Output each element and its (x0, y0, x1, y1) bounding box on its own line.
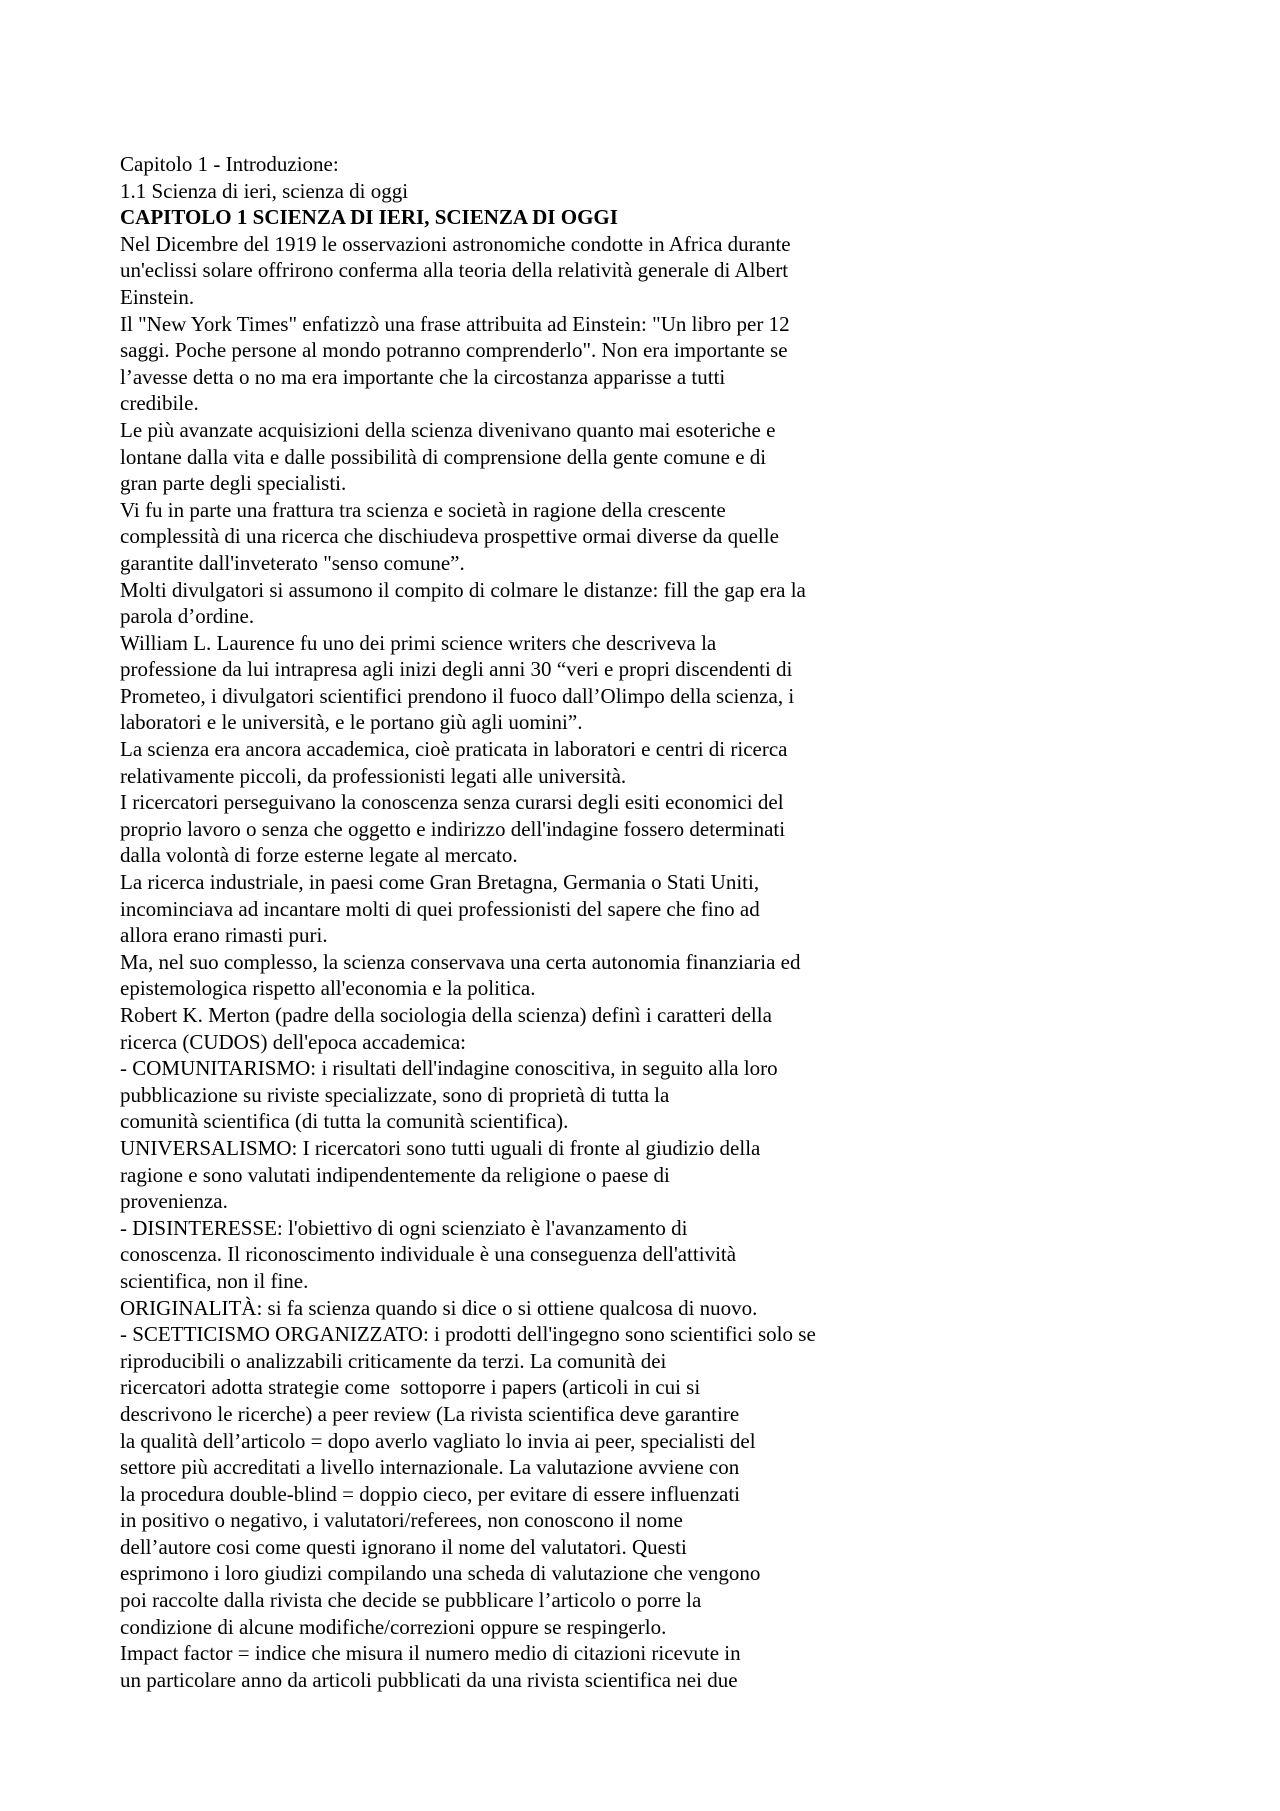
text-line: ragione e sono valutati indipendentemente da religione o paese di (120, 1162, 670, 1187)
text-line: complessità di una ricerca che dischiudeva prospettive ormai diverse da quelle (120, 524, 779, 549)
text-line: comunità scientifica (di tutta la comunità scientifica). (120, 1109, 569, 1134)
text-line: un'eclissi solare offrirono conferma alla teoria della relatività generale di Albert (120, 258, 789, 283)
text-line: scientifica, non il fine. (120, 1268, 309, 1293)
text-line: l’avesse detta o no ma era importante che la circostanza apparisse a tutti (120, 364, 726, 389)
text-line: gran parte degli specialisti. (120, 471, 347, 496)
text-line: relativamente piccoli, da professionisti legati alle università. (120, 763, 627, 788)
text-line: provenienza. (120, 1189, 228, 1214)
text-line: UNIVERSALISMO: I ricercatori sono tutti uguali di fronte al giudizio della (120, 1135, 761, 1160)
text-line: Ma, nel suo complesso, la scienza conservava una certa autonomia finanziaria ed (120, 949, 801, 974)
document-body (120, 151, 1140, 1693)
text-line: - SCETTICISMO ORGANIZZATO: i prodotti dell'ingegno sono scientifici solo se (120, 1322, 816, 1347)
section-title: 1.1 Scienza di ieri, scienza di oggi (120, 178, 409, 203)
text-line: pubblicazione su riviste specializzate, sono di proprietà di tutta la (120, 1082, 670, 1107)
text-line: saggi. Poche persone al mondo potranno comprenderlo". Non era importante se (120, 338, 788, 363)
text-line: la procedura double-blind = doppio cieco, per evitare di essere influenzati (120, 1481, 741, 1506)
text-line: ricerca (CUDOS) dell'epoca accademica: (120, 1029, 467, 1054)
text-line: Vi fu in parte una frattura tra scienza e società in ragione della crescente (120, 497, 726, 522)
text-line: poi raccolte dalla rivista che decide se pubblicare l’articolo o porre la (120, 1588, 702, 1613)
text-line: I ricercatori perseguivano la conoscenza senza curarsi degli esiti economici del (120, 790, 784, 815)
text-line: allora erano rimasti puri. (120, 923, 328, 948)
text-line: in positivo o negativo, i valutatori/referees, non conoscono il nome (120, 1508, 683, 1533)
text-line: William L. Laurence fu uno dei primi science writers che descriveva la (120, 630, 717, 655)
text-line: riproducibili o analizzabili criticamente da terzi. La comunità dei (120, 1348, 667, 1373)
text-line: esprimono i loro giudizi compilando una scheda di valutazione che vengono (120, 1561, 761, 1586)
text-line: lontane dalla vita e dalle possibilità di comprensione della gente comune e di (120, 444, 767, 469)
text-line: La ricerca industriale, in paesi come Gran Bretagna, Germania o Stati Uniti, (120, 870, 760, 895)
text-line: parola d’ordine. (120, 604, 255, 629)
text-line: Prometeo, i divulgatori scientifici prendono il fuoco dall’Olimpo della scienza, i (120, 683, 795, 708)
text-line: condizione di alcune modifiche/correzioni oppure se respingerlo. (120, 1614, 667, 1639)
text-line: Robert K. Merton (padre della sociologia della scienza) definì i caratteri della (120, 1003, 772, 1027)
text-line: Il "New York Times" enfatizzò una frase attribuita ad Einstein: "Un libro per 12 (120, 311, 790, 336)
chapter-heading: CAPITOLO 1 SCIENZA DI IERI, SCIENZA DI OGGI (120, 205, 618, 230)
text-line: descrivono le ricerche) a peer review (La rivista scientifica deve garantire (120, 1401, 740, 1426)
text-line: Le più avanzate acquisizioni della scienza divenivano quanto mai esoteriche e (120, 417, 776, 442)
text-line: La scienza era ancora accademica, cioè praticata in laboratori e centri di ricerca (120, 737, 788, 762)
text-line: professione da lui intrapresa agli inizi degli anni 30 “veri e propri discendenti di (120, 657, 793, 682)
text-line: - COMUNITARISMO: i risultati dell'indagine conoscitiva, in seguito alla loro (120, 1056, 778, 1081)
text-line: credibile. (120, 391, 199, 416)
text-line: laboratori e le università, e le portano giù agli uomini”. (120, 710, 583, 735)
text-line: proprio lavoro o senza che oggetto e indirizzo dell'indagine fossero determinati (120, 816, 786, 841)
text-line: Impact factor = indice che misura il numero medio di citazioni ricevute in (120, 1641, 741, 1666)
text-line: garantite dall'inveterato "senso comune”. (120, 550, 465, 575)
text-line: Einstein. (120, 284, 195, 309)
text-line: epistemologica rispetto all'economia e la politica. (120, 976, 536, 1001)
text-line: incominciava ad incantare molti di quei professionisti del sapere che fino ad (120, 896, 760, 921)
text-line: conoscenza. Il riconoscimento individuale è una conseguenza dell'attività (120, 1242, 737, 1267)
text-line: Molti divulgatori si assumono il compito di colmare le distanze: fill the gap era la (120, 577, 806, 602)
text-line: - DISINTERESSE: l'obiettivo di ogni scienziato è l'avanzamento di (120, 1215, 688, 1240)
text-line: la qualità dell’articolo = dopo averlo vagliato lo invia ai peer, specialisti del (120, 1428, 756, 1453)
text-line: ricercatori adotta strategie come sottoporre i papers (articoli in cui si (120, 1375, 701, 1400)
text-line: Nel Dicembre del 1919 le osservazioni astronomiche condotte in Africa durante (120, 231, 791, 256)
text-line: ORIGINALITÀ: si fa scienza quando si dice o si ottiene qualcosa di nuovo. (120, 1295, 758, 1320)
text-line: un particolare anno da articoli pubblicati da una rivista scientifica nei due (120, 1667, 738, 1692)
text-line: settore più accreditati a livello internazionale. La valutazione avviene con (120, 1455, 740, 1480)
chapter-label: Capitolo 1 - Introduzione: (120, 152, 339, 176)
text-line: dell’autore cosi come questi ignorano il nome del valutatori. Questi (120, 1534, 687, 1559)
text-line: dalla volontà di forze esterne legate al mercato. (120, 843, 518, 868)
